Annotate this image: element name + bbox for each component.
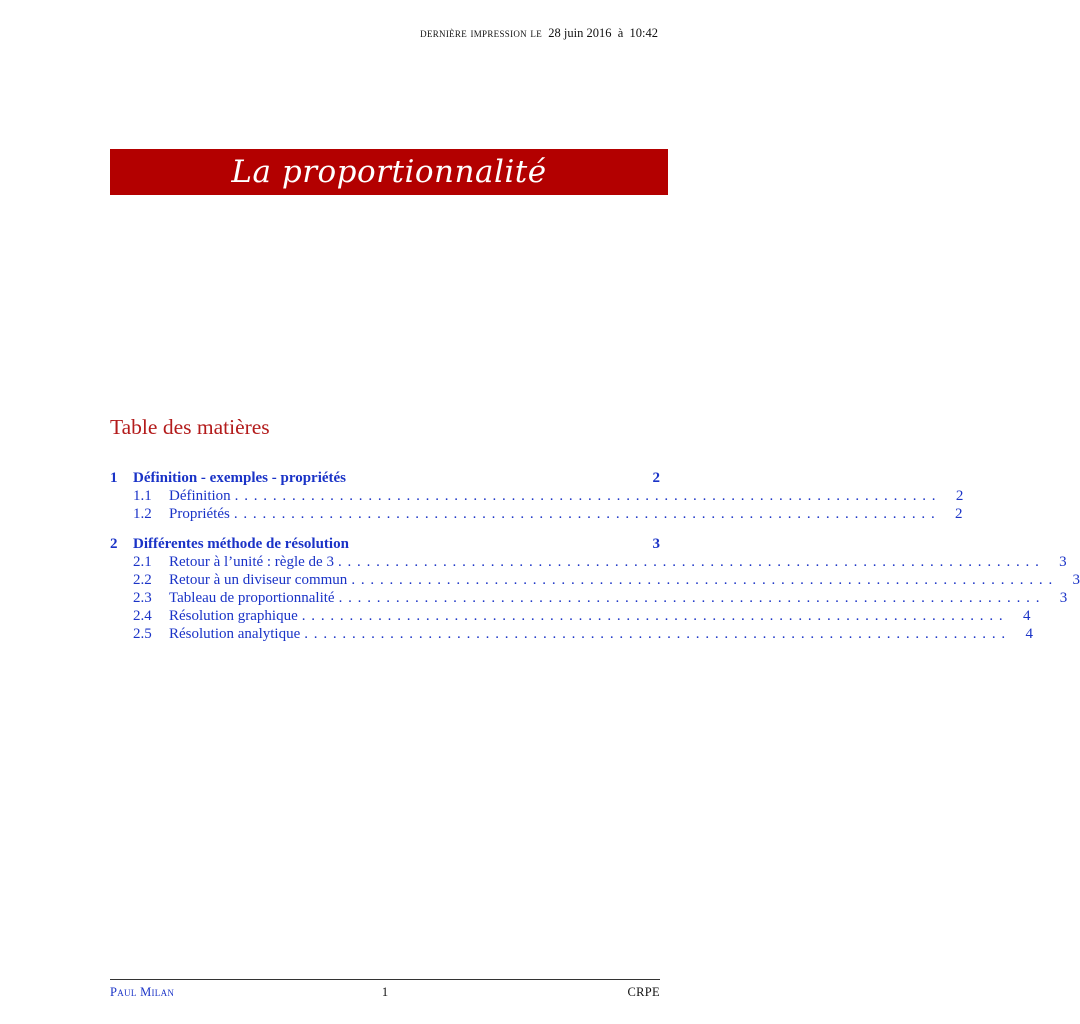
toc-page-number: 3 bbox=[1059, 554, 1067, 570]
print-header bbox=[420, 26, 658, 41]
print-date: 28 juin 2016 bbox=[548, 26, 612, 40]
footer-divider bbox=[110, 979, 660, 980]
toc-subsection-link[interactable] bbox=[110, 487, 964, 505]
toc-subsection-label: Tableau de proportionnalité bbox=[169, 590, 335, 606]
toc-subsection-label: Résolution graphique bbox=[169, 608, 298, 624]
toc-leader-dots: .......................................................................... bbox=[234, 488, 942, 504]
toc-section-label: Différentes méthode de résolution bbox=[133, 536, 349, 552]
print-label: dernière impression le bbox=[420, 26, 542, 40]
toc-leader-dots: .......................................................................... bbox=[233, 506, 941, 522]
toc-subsection-link[interactable] bbox=[110, 589, 1068, 607]
toc-section bbox=[110, 535, 1080, 643]
toc-page-number: 3 bbox=[1059, 590, 1068, 606]
toc-subsection-number: 2.5 bbox=[133, 626, 152, 642]
toc-subsection-label: Retour à l’unité : règle de 3 bbox=[169, 554, 334, 570]
toc-subsection-link[interactable] bbox=[110, 625, 1033, 643]
toc-section-number: 1 bbox=[110, 470, 118, 486]
toc-subsection-number: 1.2 bbox=[133, 506, 152, 522]
toc-subsection-number: 1.1 bbox=[133, 488, 152, 504]
toc-leader-dots: .......................................................................... bbox=[338, 590, 1046, 606]
toc-section-number: 2 bbox=[110, 536, 118, 552]
toc-page-number: 3 bbox=[652, 536, 660, 552]
document-title: La proportionnalité bbox=[231, 154, 547, 190]
toc-section-label: Définition - exemples - propriétés bbox=[133, 470, 347, 486]
toc-page-number: 2 bbox=[652, 470, 660, 486]
toc-subsection-number: 2.3 bbox=[133, 590, 152, 606]
toc-subsection-link[interactable] bbox=[110, 505, 963, 523]
toc-section-link[interactable] bbox=[110, 535, 660, 553]
toc-page-number: 2 bbox=[955, 506, 963, 522]
toc-subsection-number: 2.1 bbox=[133, 554, 152, 570]
toc-heading: Table des matières bbox=[110, 415, 270, 439]
print-time: 10:42 bbox=[629, 26, 658, 40]
toc-subsection-number: 2.2 bbox=[133, 572, 152, 588]
title-banner bbox=[110, 149, 668, 195]
toc-page-number: 4 bbox=[1025, 626, 1033, 642]
footer-page-number: 1 bbox=[381, 985, 389, 999]
toc-leader-dots: .......................................................................... bbox=[304, 626, 1011, 642]
print-at: à bbox=[617, 26, 624, 40]
toc-subsection-label: Définition bbox=[169, 488, 231, 504]
toc-leader-dots: .......................................................................... bbox=[337, 554, 1045, 570]
footer-course: CRPE bbox=[627, 985, 660, 999]
toc-subsection-label: Retour à un diviseur commun bbox=[169, 572, 348, 588]
toc-subsection-number: 2.4 bbox=[133, 608, 152, 624]
footer-author: Paul Milan bbox=[110, 985, 175, 999]
toc-subsection-link[interactable] bbox=[110, 553, 1067, 571]
table-of-contents bbox=[110, 469, 1080, 655]
toc-subsection-link[interactable] bbox=[110, 571, 1080, 589]
toc-leader-dots: .......................................................................... bbox=[301, 608, 1009, 624]
toc-subsection-link[interactable] bbox=[110, 607, 1031, 625]
toc-subsection-label: Résolution analytique bbox=[169, 626, 301, 642]
toc-page-number: 4 bbox=[1022, 608, 1031, 624]
toc-page-number: 2 bbox=[955, 488, 964, 504]
toc-section bbox=[110, 469, 964, 523]
toc-leader-dots: .......................................................................... bbox=[351, 572, 1059, 588]
toc-subsection-label: Propriétés bbox=[169, 506, 230, 522]
toc-section-link[interactable] bbox=[110, 469, 660, 487]
toc-page-number: 3 bbox=[1072, 572, 1080, 588]
